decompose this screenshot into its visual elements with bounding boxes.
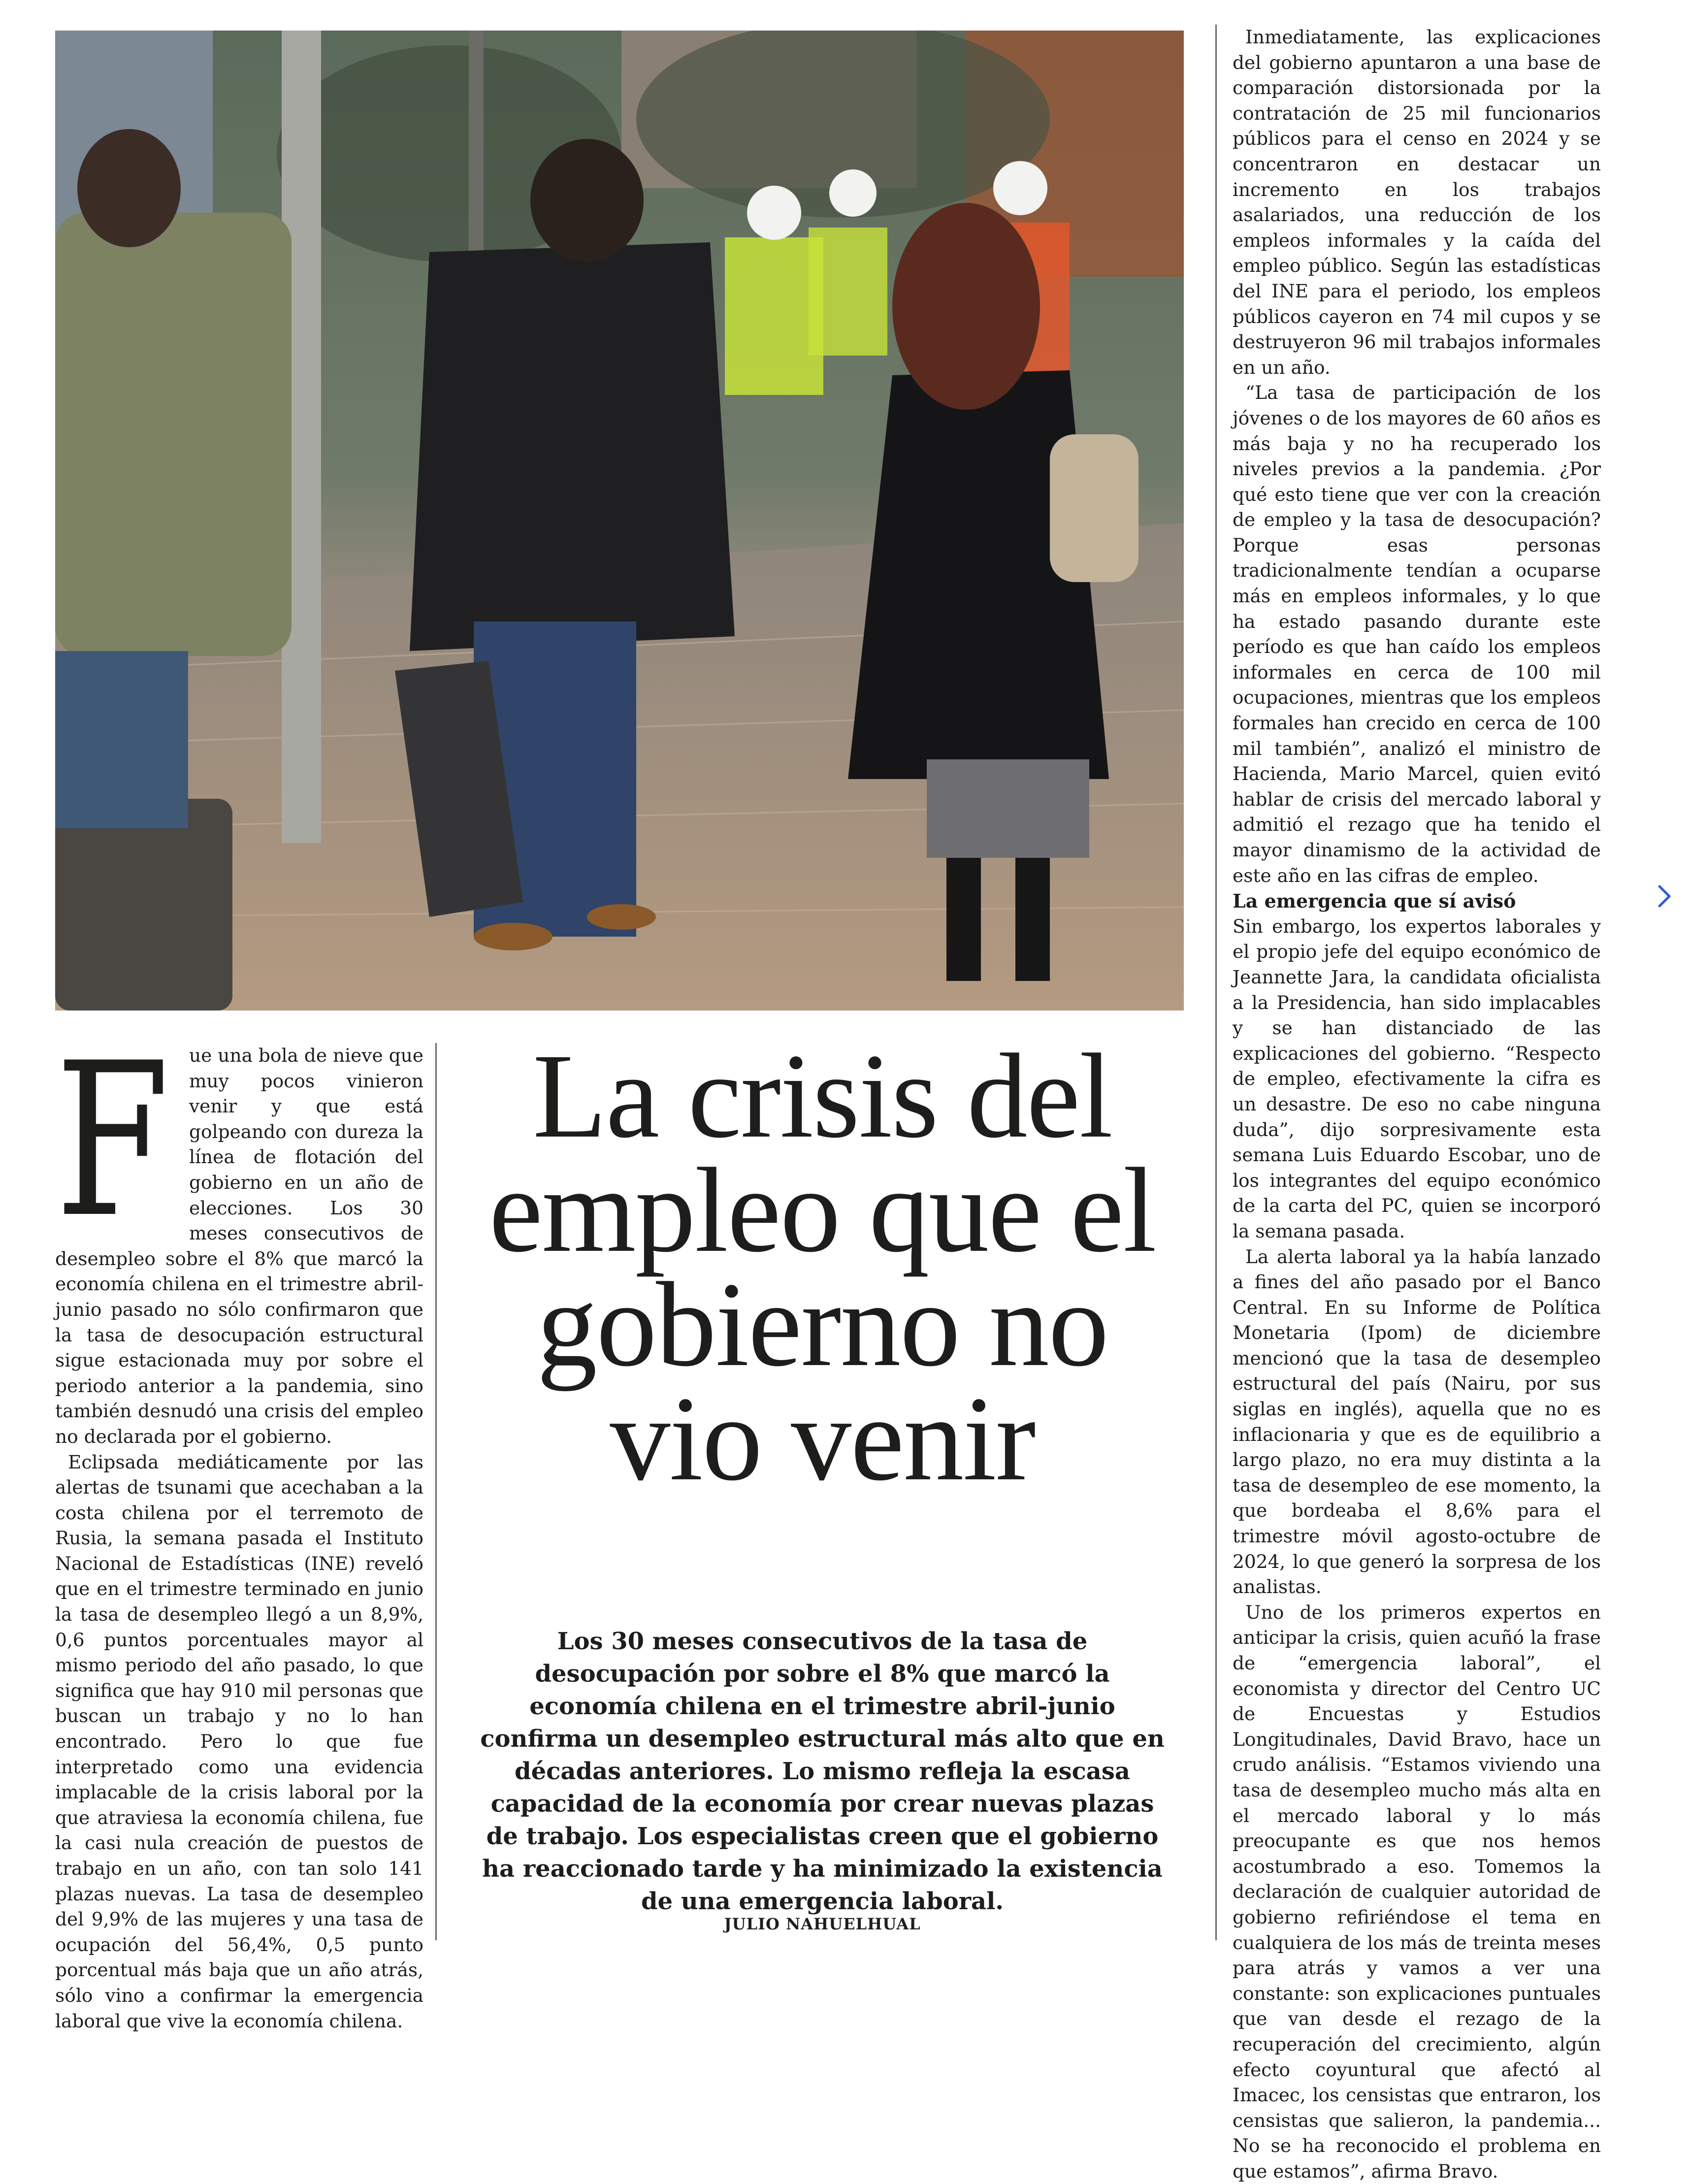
paragraph: ue una bola de nieve que muy pocos vinieron venir y que está golpeando con dureza la línea de flotación del gobierno en un año de elecciones. Los 30 meses consecutivos de desempleo sobre el 8% que marcó la economía chilena en el trimestre abril-junio pasado no sólo confirmaron que la tasa de desocupación estructural sigue estacionada muy por sobre el periodo anterior a la pandemia, sino también desnudó una crisis del empleo no declarada por el gobierno. bbox=[55, 1044, 423, 1447]
paragraph: La alerta laboral ya la había lanzado a fines del año pasado por el Banco Central. En su Informe de Política Monetaria (Ipom) de diciembre mencionó que la tasa de desempleo estructural del país (Nairu, por sus siglas en inglés), aquella que no es inflacionaria y que es de equilibrio a largo plazo, no era muy distinta a la tasa de desempleo de ese momento, la que bordeaba el 8,6% para el trimestre móvil agosto-octubre de 2024, lo que generó la sorpresa de los analistas. bbox=[1233, 1245, 1601, 1598]
paragraph: Uno de los primeros expertos en anticipar la crisis, quien acuñó la frase de “emergencia laboral”, el economista y director del Centro UC de Encuestas y Estudios Longitudinales, David Bravo, hace un crudo análisis. “Estamos viviendo una tasa de desempleo mucho más alta en el mercado laboral y lo más preocupante es que nos hemos acostumbrado a eso. Tomemos la declaración de cualquier autoridad de gobierno refiriéndose el tema en cualquiera de los más de treinta meses para atrás y vamos a ver una constante: son explicaciones puntuales que van desde el rezago de la recuperación del crecimiento, algún efecto coyuntural que afectó al Imacec, los censistas que entraron, los censistas que salieron, la pandemia... No se ha reconocido el problema en que estamos”, afirma Bravo. bbox=[1233, 1601, 1601, 2182]
paragraph: Eclipsada mediáticamente por las alertas de tsunami que acechaban a la costa chilena por el terremoto de Rusia, la semana pasada el Instituto Nacional de Estadísticas (INE) reveló que en el trimestre terminado en junio la tasa de desempleo llegó a un 8,9%, 0,6 puntos porcentuales mayor al mismo periodo del año pasado, lo que significa que hay 910 mil personas que buscan un trabajo y no lo han encontrado. Pero lo que fue interpretado como una evidencia implacable de la crisis laboral por la que atraviesa la economía chilena, fue la casi nula creación de puestos de trabajo en un año, con tan solo 141 plazas nuevas. La tasa de desempleo del 9,9% de las mujeres y una tasa de ocupación del 56,4%, 0,5 punto porcentual más baja que un año atrás, sólo vino a confirmar la emergencia laboral que vive la economía chilena. bbox=[55, 1451, 423, 2032]
paragraph: Inmediatamente, las explicaciones del gobierno apuntaron a una base de comparación distorsionada por la contratación de 25 mil funcionarios públicos para el censo en 2024 y se concentraron en destacar un incremento en los trabajos asalariados, una reducción de los empleos informales y la caída del empleo público. Según las estadísticas del INE para el periodo, los empleos públicos cayeron en 74 mil cupos y se destruyeron 96 mil trabajos informales en un año. bbox=[1233, 26, 1601, 378]
paragraph: Sin embargo, los expertos laborales y el propio jefe del equipo económico de Jeannette Jara, la candidata oficialista a la Presidencia, han sido implacables y se han distanciado de las explicaciones del gobierno. “Respecto de empleo, efectivamente la cifra es un desastre. De eso no cabe ninguna duda”, dijo sorpresivamente esta semana Luis Eduardo Escobar, uno de los integrantes del equipo económico de la carta del PC, quien se incorporó la semana pasada. bbox=[1233, 915, 1601, 1242]
article-photo bbox=[55, 31, 1184, 1011]
next-page-button[interactable] bbox=[1653, 880, 1676, 912]
drop-cap: F bbox=[55, 1018, 170, 1264]
byline: JULIO NAHUELHUAL bbox=[724, 1915, 921, 1933]
column-rule-left bbox=[435, 1043, 437, 1940]
street-photo-people-walking bbox=[55, 31, 1184, 1011]
left-column bbox=[55, 1018, 423, 2034]
column-rule-right bbox=[1215, 25, 1217, 1940]
subhead: La emergencia que sí avisó bbox=[1233, 890, 1516, 913]
chevron-right-icon bbox=[1657, 884, 1672, 908]
lead-paragraph: Los 30 meses consecutivos de la tasa de desocupación por sobre el 8% que marcó la economía chilena en el trimestre abril-junio confirma un desempleo estructural más alto que en décadas anteriores. Lo mismo refleja la escasa capacidad de la economía por crear nuevas plazas de trabajo. Los especialistas creen que el gobierno ha reaccionado tarde y ha minimizado la existencia de una emergencia laboral. bbox=[480, 1628, 1165, 1915]
paragraph: “La tasa de participación de los jóvenes o de los mayores de 60 años es más baja y no ha recuperado los niveles previos a la pandemia. ¿Por qué esto tiene que ver con la creación de empleo y la tasa de desocupación? Porque esas personas tradicionalmente tendían a ocuparse más en empleos informales, y lo que ha estado pasando durante este período es que han caído los empleos informales en cerca de 100 mil ocupaciones, mientras que los empleos formales han crecido en cerca de 100 mil también”, analizó el ministro de Hacienda, Mario Marcel, quien evitó hablar de crisis del mercado laboral y admitió el rezago que ha tenido el mayor dinamismo de la actividad de este año en las cifras de empleo. bbox=[1233, 382, 1601, 886]
headline: La crisis del empleo que el gobierno no vio venir bbox=[489, 1029, 1156, 1506]
right-column bbox=[1233, 25, 1601, 2184]
